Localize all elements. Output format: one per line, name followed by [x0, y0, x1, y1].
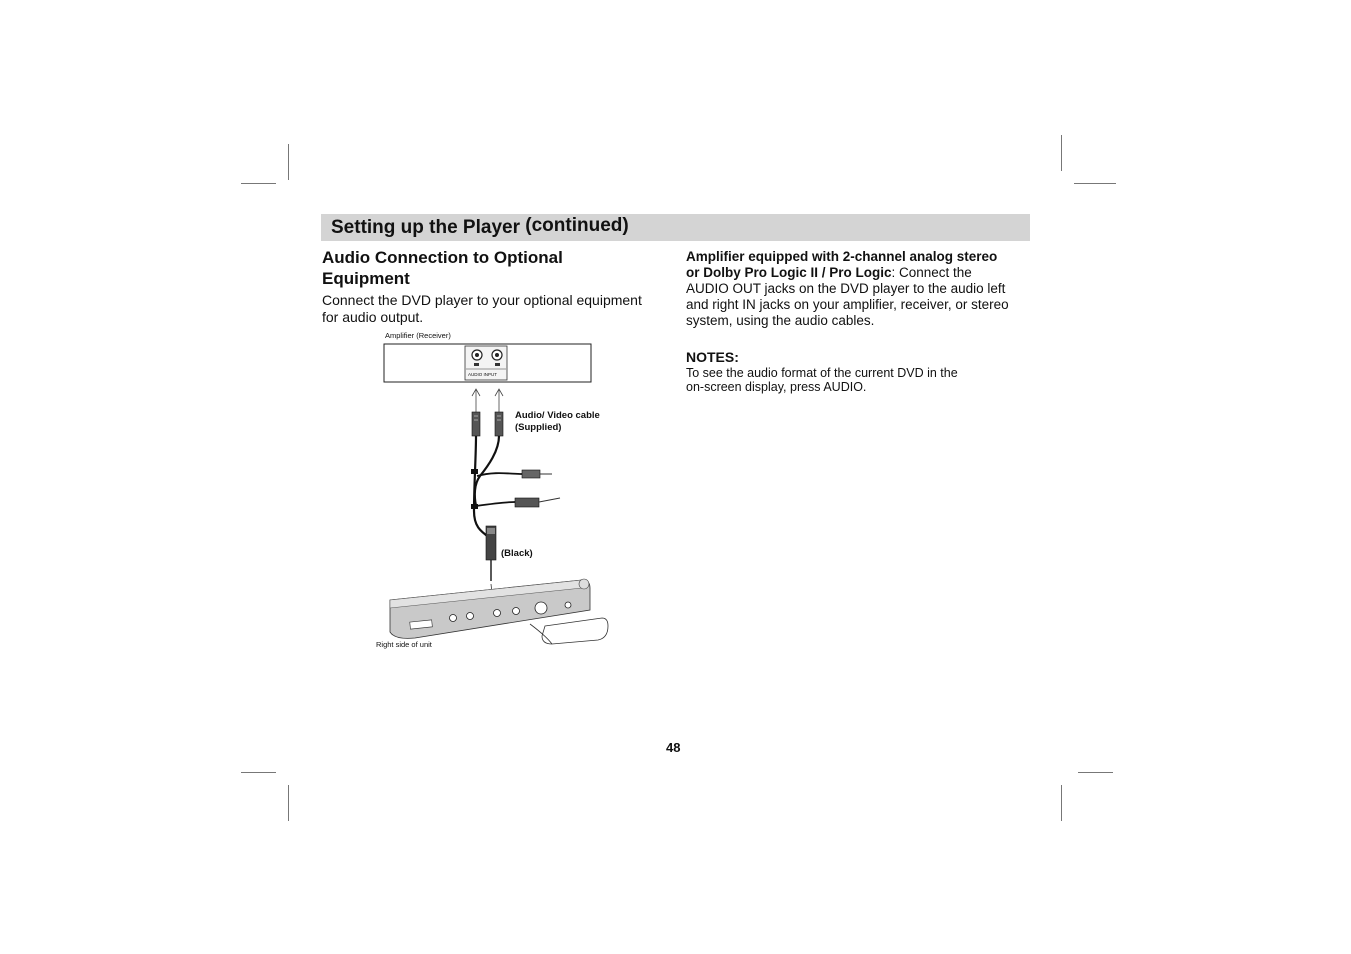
paragraph-line: AUDIO OUT jacks on the DVD player to the audio left: [686, 281, 1006, 296]
paragraph-line: Amplifier equipped with 2-channel analog stereo: [686, 249, 998, 264]
black-plug-label: (Black): [501, 548, 533, 559]
right-column: [686, 249, 1031, 394]
left-column: [322, 247, 667, 326]
rca-plug-left-icon: [472, 412, 480, 436]
s-video-jack-icon: [535, 602, 547, 614]
crop-mark: [241, 772, 276, 773]
paragraph-line: [686, 265, 1031, 281]
intro-line: Connect the DVD player to your optional equipment: [322, 292, 642, 308]
cable-label: [515, 410, 600, 434]
heading-line: Audio Connection to Optional: [322, 248, 563, 267]
page-title: [331, 217, 629, 239]
notes-line: To see the audio format of the current DVD in the: [686, 366, 958, 380]
bold-run: or Dolby Pro Logic II / Pro Logic: [686, 265, 892, 280]
crop-mark: [288, 785, 289, 821]
cable-label-line: (Supplied): [515, 422, 562, 433]
paragraph-line: system, using the audio cables.: [686, 313, 875, 328]
amplifier-label: Amplifier (Receiver): [385, 331, 451, 340]
crop-mark: [1061, 785, 1062, 821]
crop-mark: [288, 144, 289, 180]
paragraph-line: and right IN jacks on your amplifier, receiver, or stereo: [686, 297, 1009, 312]
intro-paragraph: [322, 292, 667, 326]
notes-body: [686, 366, 1031, 394]
video-plug-icon: [515, 498, 539, 507]
section-header-bar: [321, 214, 1030, 241]
crop-mark: [1061, 135, 1062, 171]
connection-diagram: [370, 326, 620, 656]
section-heading: [322, 247, 667, 289]
intro-line: for audio output.: [322, 309, 424, 325]
heading-line: Equipment: [322, 269, 410, 288]
page-number: 48: [666, 740, 681, 755]
crop-mark: [1074, 183, 1116, 184]
rca-plug-yellow-icon: [522, 470, 540, 478]
rca-plug-right-icon: [495, 412, 503, 436]
title-suffix: (continued): [525, 215, 629, 236]
amplifier-paragraph: [686, 249, 1031, 329]
notes-heading: NOTES:: [686, 349, 739, 365]
unit-side-label: Right side of unit: [376, 640, 432, 649]
title-text: Setting up the Player: [331, 217, 520, 238]
audio-input-label: AUDIO INPUT: [468, 372, 498, 377]
crop-mark: [1078, 772, 1113, 773]
notes-line: on-screen display, press AUDIO.: [686, 380, 867, 394]
crop-mark: [241, 183, 276, 184]
text-run: : Connect the: [891, 265, 972, 280]
cable-label-line: Audio/ Video cable: [515, 410, 600, 421]
